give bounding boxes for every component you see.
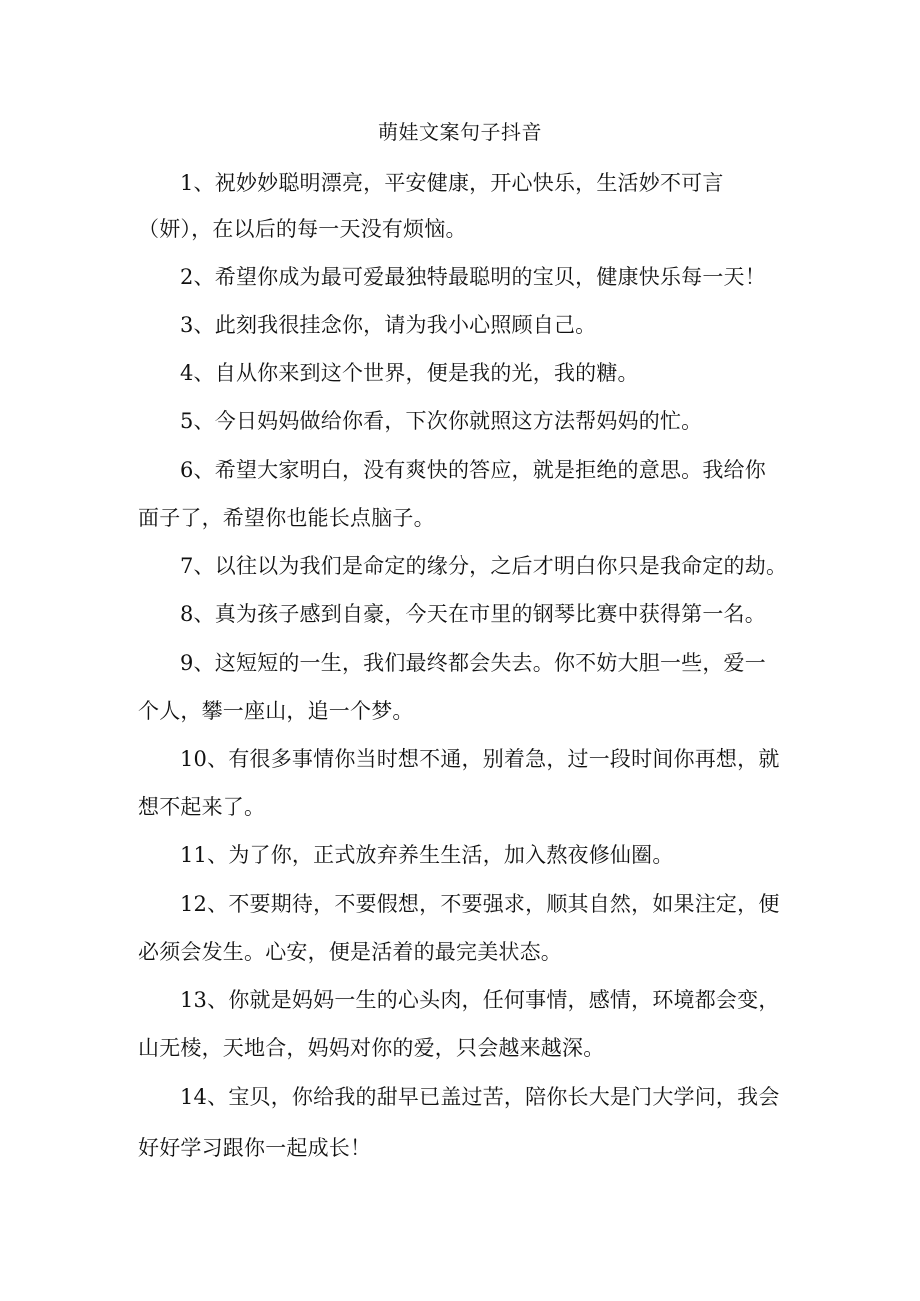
- text-line: 6、希望大家明白，没有爽快的答应，就是拒绝的意思。我给你: [180, 458, 766, 482]
- text-line: 1、祝妙妙聪明漂亮，平安健康，开心快乐，生活妙不可言: [180, 171, 724, 195]
- text-line: 13、你就是妈妈一生的心头肉，任何事情，感情，环境都会变，: [180, 988, 780, 1012]
- text-line: 14、宝贝，你给我的甜早已盖过苦，陪你长大是门大学问，我会: [180, 1085, 780, 1109]
- text-line: 2、希望你成为最可爱最独特最聪明的宝贝，健康快乐每一天！: [180, 265, 766, 289]
- text-line: 想不起来了。: [138, 795, 266, 819]
- text-line: 10、有很多事情你当时想不通，别着急，过一段时间你再想，就: [180, 747, 780, 771]
- text-line: 3、此刻我很挂念你，请为我小心照顾自己。: [180, 313, 597, 337]
- text-line: 8、真为孩子感到自豪，今天在市里的钢琴比赛中获得第一名。: [180, 602, 766, 626]
- text-line: 5、今日妈妈做给你看，下次你就照这方法帮妈妈的忙。: [180, 409, 703, 433]
- document-title: 萌娃文案句子抖音: [378, 120, 542, 144]
- text-line: 个人，攀一座山，追一个梦。: [138, 699, 414, 723]
- text-line: （妍），在以后的每一天没有烦恼。: [138, 217, 467, 241]
- text-line: 12、不要期待，不要假想，不要强求，顺其自然，如果注定，便: [180, 892, 780, 916]
- text-line: 11、为了你，正式放弃养生生活，加入熬夜修仙圈。: [180, 843, 674, 867]
- text-line: 4、自从你来到这个世界，便是我的光，我的糖。: [180, 361, 639, 385]
- text-line: 9、这短短的一生，我们最终都会失去。你不妨大胆一些，爱一: [180, 651, 766, 675]
- text-line: 好好学习跟你一起成长！: [138, 1136, 372, 1160]
- text-line: 山无棱，天地合，妈妈对你的爱，只会越来越深。: [138, 1036, 605, 1060]
- text-line: 7、以往以为我们是命定的缘分，之后才明白你只是我命定的劫。: [180, 554, 788, 578]
- text-line: 必须会发生。心安，便是活着的最完美状态。: [138, 940, 562, 964]
- text-line: 面子了，希望你也能长点脑子。: [138, 506, 435, 530]
